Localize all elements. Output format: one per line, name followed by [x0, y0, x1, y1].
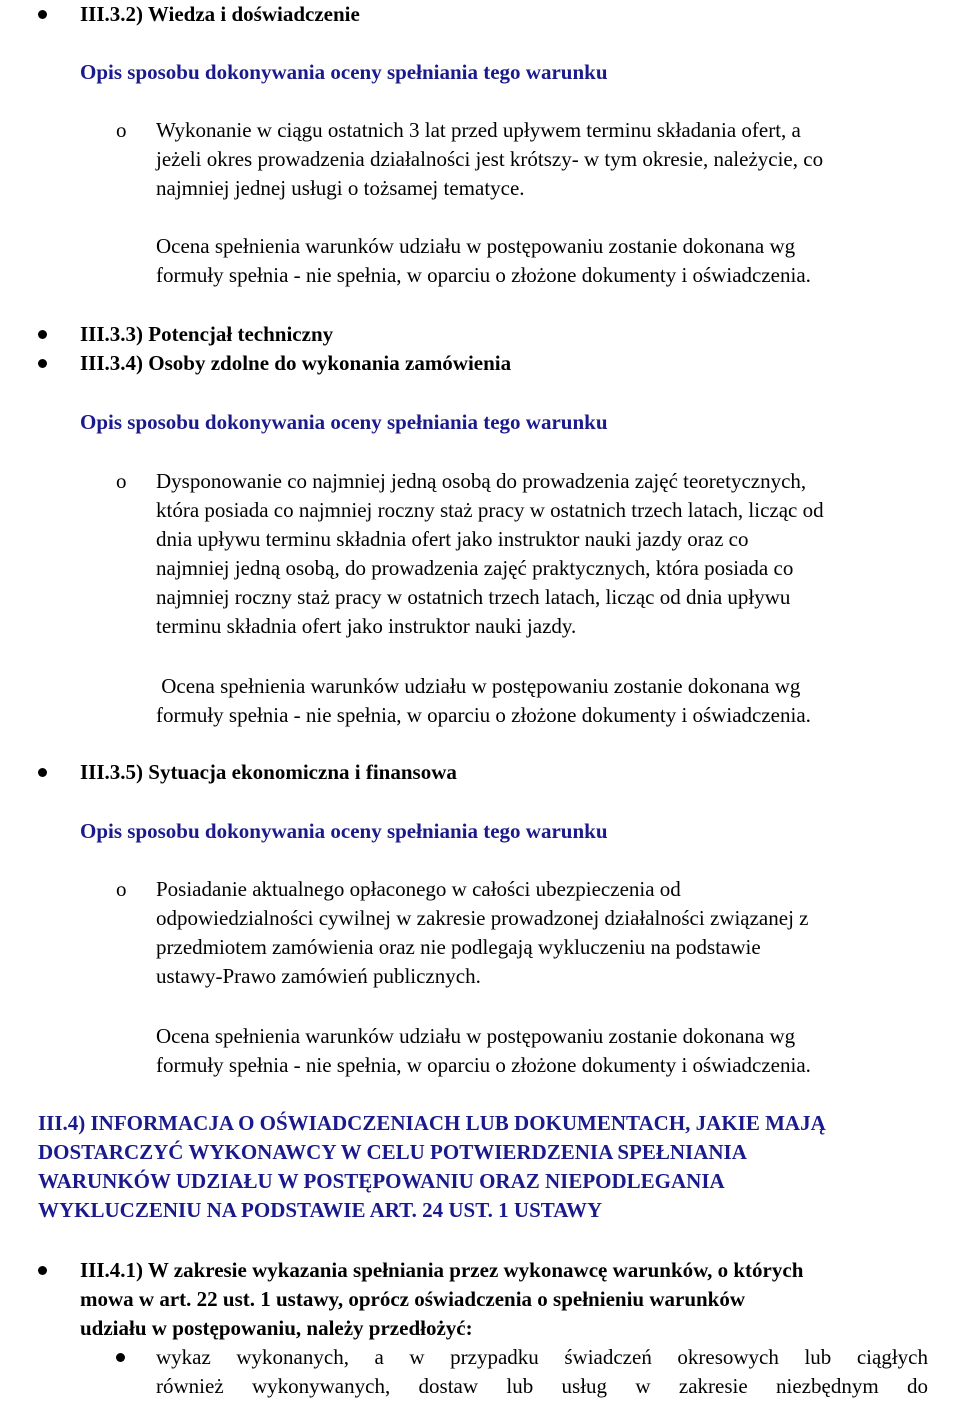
section-heading-III-4-line: WYKLUCZENIU NA PODSTAWIE ART. 24 UST. 1 USTAWY [38, 1198, 603, 1222]
bullet-icon [38, 1266, 47, 1275]
bullet-icon [38, 768, 47, 777]
item-line: najmniej jednej usługi o tożsamej tematyce. [156, 176, 525, 200]
bullet-icon [116, 1353, 125, 1362]
section-heading-III-4-1-line: udziału w postępowaniu, należy przedłożyć: [80, 1316, 473, 1340]
item-line: Posiadanie aktualnego opłaconego w całości ubezpieczenia od [156, 877, 681, 901]
ocena-line: Ocena spełnienia warunków udziału w postępowaniu zostanie dokonana wg [156, 1024, 796, 1048]
section-heading-III-4-line: WARUNKÓW UDZIAŁU W POSTĘPOWANIU ORAZ NIEPODLEGANIA [38, 1169, 725, 1193]
ocena-line: formuły spełnia - nie spełnia, w oparciu o złożone dokumenty i oświadczenia. [156, 1053, 811, 1077]
subitem-line: wykaz wykonanych, a w przypadku świadczeń okresowych lub ciągłych [156, 1345, 928, 1369]
section-heading-III-4-1-line: III.4.1) W zakresie wykazania spełniania przez wykonawcę warunków, o których [80, 1258, 804, 1282]
section-heading-III-3-4: III.3.4) Osoby zdolne do wykonania zamówienia [80, 351, 512, 375]
list-marker-o: o [116, 877, 127, 901]
item-line: odpowiedzialności cywilnej w zakresie prowadzonej działalności związanej z [156, 906, 809, 930]
ocena-line: Ocena spełnienia warunków udziału w postępowaniu zostanie dokonana wg [156, 234, 796, 258]
list-marker-o: o [116, 118, 127, 142]
item-line: Dysponowanie co najmniej jedną osobą do prowadzenia zajęć teoretycznych, [156, 469, 807, 493]
item-line: jeżeli okres prowadzenia działalności jest krótszy- w tym okresie, należycie, co [156, 147, 824, 171]
subitem-line: również wykonywanych, dostaw lub usług w zakresie niezbędnym do [156, 1374, 928, 1398]
item-line: która posiada co najmniej roczny staż pracy w ostatnich trzech latach, licząc od [156, 498, 824, 522]
opis-heading: Opis sposobu dokonywania oceny spełniania tego warunku [80, 819, 608, 843]
bullet-icon [38, 10, 47, 19]
bullet-icon [38, 330, 47, 339]
ocena-line: formuły spełnia - nie spełnia, w oparciu o złożone dokumenty i oświadczenia. [156, 703, 811, 727]
list-marker-o: o [116, 469, 127, 493]
item-line: najmniej roczny staż pracy w ostatnich trzech latach, licząc od dnia upływu [156, 585, 791, 609]
opis-heading: Opis sposobu dokonywania oceny spełniania tego warunku [80, 60, 608, 84]
ocena-line: Ocena spełnienia warunków udziału w postępowaniu zostanie dokonana wg [156, 674, 801, 698]
section-heading-III-4-1-line: mowa w art. 22 ust. 1 ustawy, oprócz oświadczenia o spełnieniu warunków [80, 1287, 746, 1311]
item-line: przedmiotem zamówienia oraz nie podlegają wykluczeniu na podstawie [156, 935, 761, 959]
section-heading-III-4-line: III.4) INFORMACJA O OŚWIADCZENIACH LUB DOKUMENTACH, JAKIE MAJĄ [38, 1111, 826, 1135]
item-line: ustawy-Prawo zamówień publicznych. [156, 964, 481, 988]
item-line: Wykonanie w ciągu ostatnich 3 lat przed upływem terminu składania ofert, a [156, 118, 801, 142]
item-line: najmniej jedną osobą, do prowadzenia zajęć praktycznych, która posiada co [156, 556, 794, 580]
opis-heading: Opis sposobu dokonywania oceny spełniania tego warunku [80, 410, 608, 434]
bullet-icon [38, 359, 47, 368]
section-heading-III-3-5: III.3.5) Sytuacja ekonomiczna i finansowa [80, 760, 457, 784]
item-line: dnia upływu terminu składnia ofert jako instruktor nauki jazdy oraz co [156, 527, 749, 551]
section-heading-III-4-line: DOSTARCZYĆ WYKONAWCY W CELU POTWIERDZENIA SPEŁNIANIA [38, 1140, 747, 1164]
section-heading-III-3-2: III.3.2) Wiedza i doświadczenie [80, 2, 360, 26]
item-line: terminu składnia ofert jako instruktor nauki jazdy. [156, 614, 577, 638]
section-heading-III-3-3: III.3.3) Potencjał techniczny [80, 322, 334, 346]
ocena-line: formuły spełnia - nie spełnia, w oparciu o złożone dokumenty i oświadczenia. [156, 263, 811, 287]
